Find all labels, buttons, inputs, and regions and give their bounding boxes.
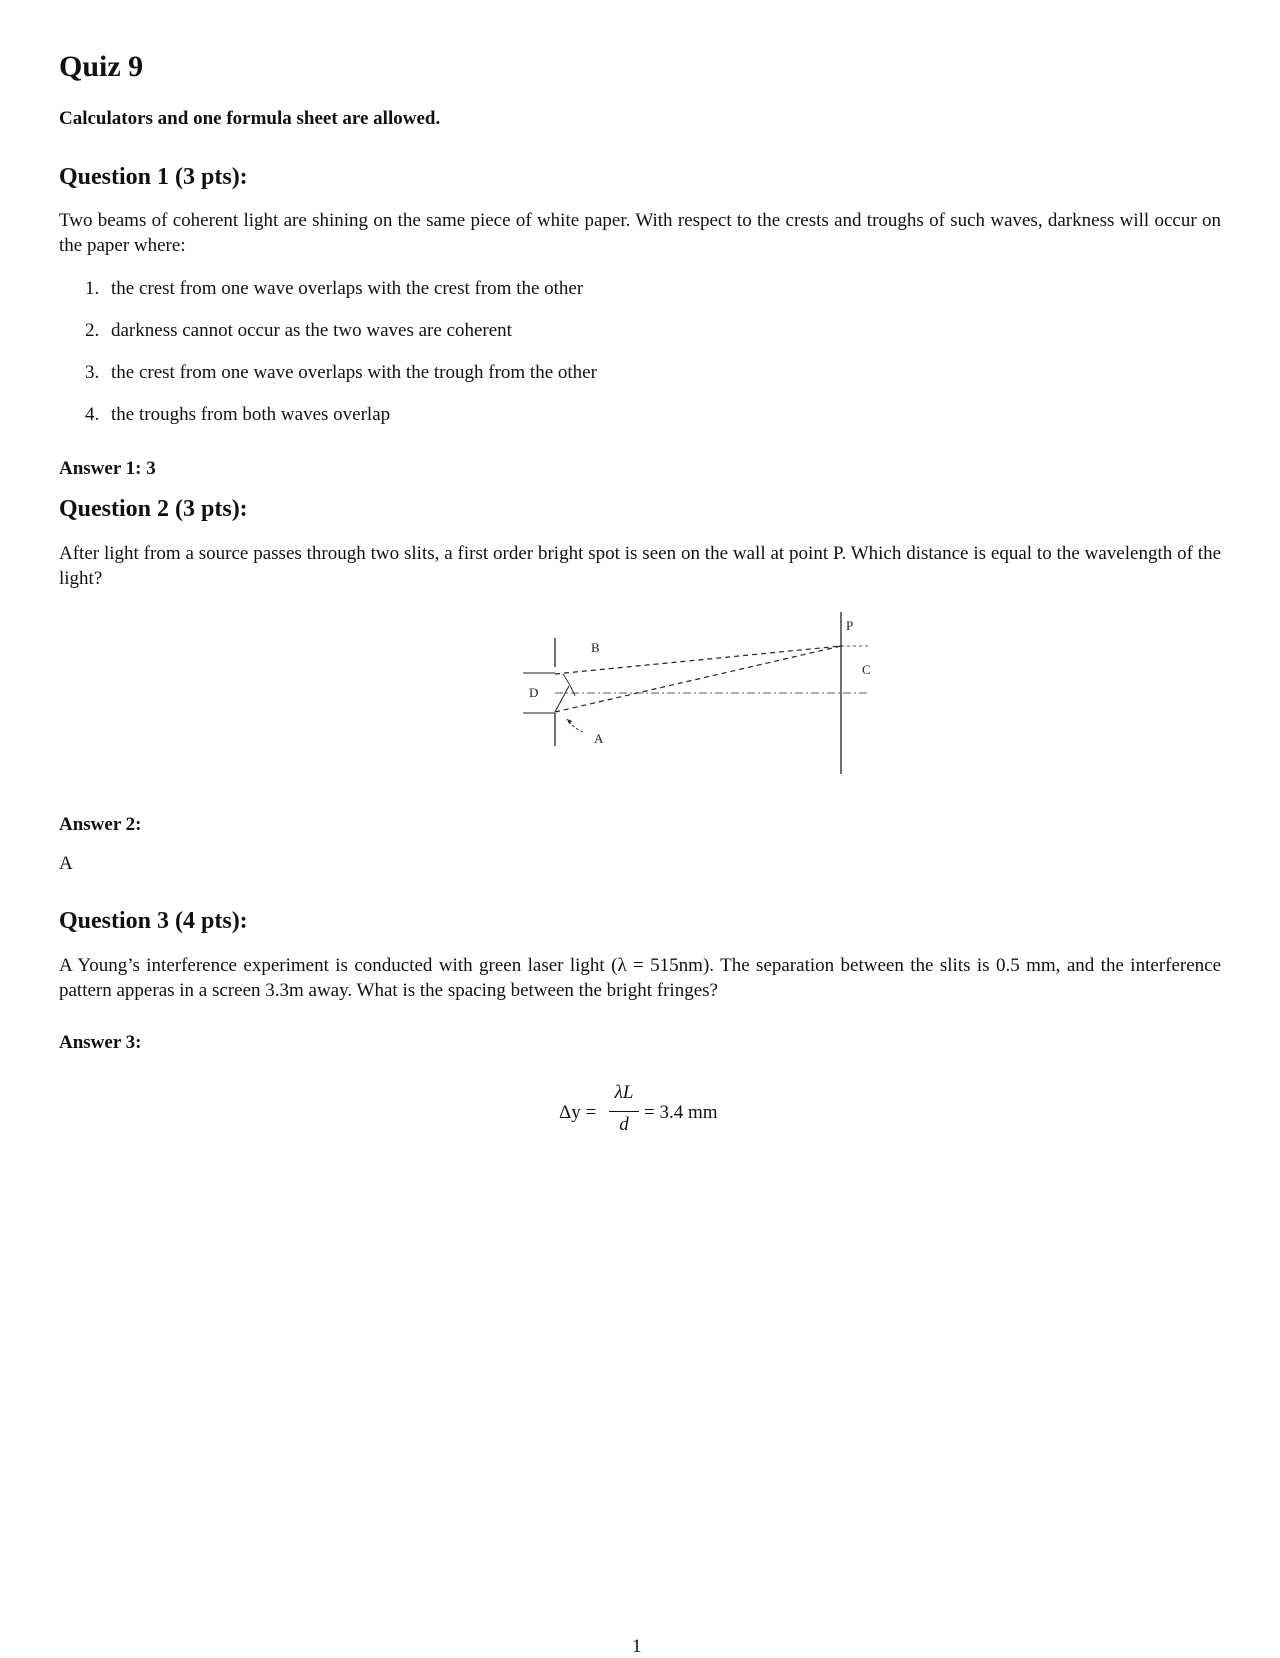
- arrow-b: [563, 674, 575, 696]
- answer-2-value: A: [59, 853, 73, 874]
- question-1-heading: Question 1 (3 pts):: [59, 164, 248, 190]
- formula-lhs: Δy =: [559, 1102, 597, 1123]
- instructions-note: Calculators and one formula sheet are allowed.: [59, 108, 441, 129]
- label-b: B: [591, 640, 600, 655]
- arrowhead-a: [567, 719, 572, 724]
- answer-3-label: Answer 3:: [59, 1032, 142, 1053]
- question-3-heading: Question 3 (4 pts):: [59, 908, 248, 934]
- formula-rhs: = 3.4 mm: [644, 1102, 718, 1123]
- double-slit-diagram: [459, 604, 879, 774]
- label-d: D: [529, 685, 539, 700]
- fraction-bar: [609, 1111, 639, 1112]
- option-text: the crest from one wave overlaps with the crest from the other: [111, 278, 584, 299]
- question-1-text: Two beams of coherent light are shining on the same piece of white paper. With respect to the crests and troughs of such waves, darkness will occur on the paper where:: [59, 210, 1221, 256]
- answer-2-label: Answer 2:: [59, 814, 142, 835]
- formula-numerator: λL: [614, 1082, 634, 1103]
- page-title: Quiz 9: [59, 50, 144, 83]
- list-item: [85, 362, 597, 384]
- label-a: A: [594, 731, 604, 746]
- formula-denominator: d: [619, 1114, 629, 1135]
- answer-3-formula: [559, 1082, 779, 1138]
- option-text: darkness cannot occur as the two waves are coherent: [111, 320, 512, 341]
- question-3-text: A Young’s interference experiment is conducted with green laser light (λ = 515nm). The separation between the slits is 0.5 mm, and the interference pattern apperas in a screen 3.3m away. What is the spacing between the bright fringes?: [59, 955, 1221, 1001]
- option-number: 1.: [85, 278, 100, 299]
- list-item: [85, 404, 390, 426]
- question-2-text: After light from a source passes through two slits, a first order bright spot is seen on the wall at point P. Which distance is equal to the wavelength of the light?: [59, 543, 1221, 589]
- page-number: 1: [632, 1636, 642, 1657]
- question-2-heading: Question 2 (3 pts):: [59, 496, 248, 522]
- option-number: 2.: [85, 320, 100, 341]
- label-c: C: [862, 662, 871, 677]
- option-text: the crest from one wave overlaps with the trough from the other: [111, 362, 597, 383]
- option-text: the troughs from both waves overlap: [111, 404, 391, 425]
- ray-lower: [555, 646, 841, 712]
- list-item: [85, 278, 583, 300]
- option-number: 4.: [85, 404, 100, 425]
- option-number: 3.: [85, 362, 100, 383]
- answer-1: Answer 1: 3: [59, 458, 156, 479]
- label-p: P: [846, 618, 854, 633]
- path-difference-segment: [555, 686, 569, 712]
- list-item: [85, 320, 512, 342]
